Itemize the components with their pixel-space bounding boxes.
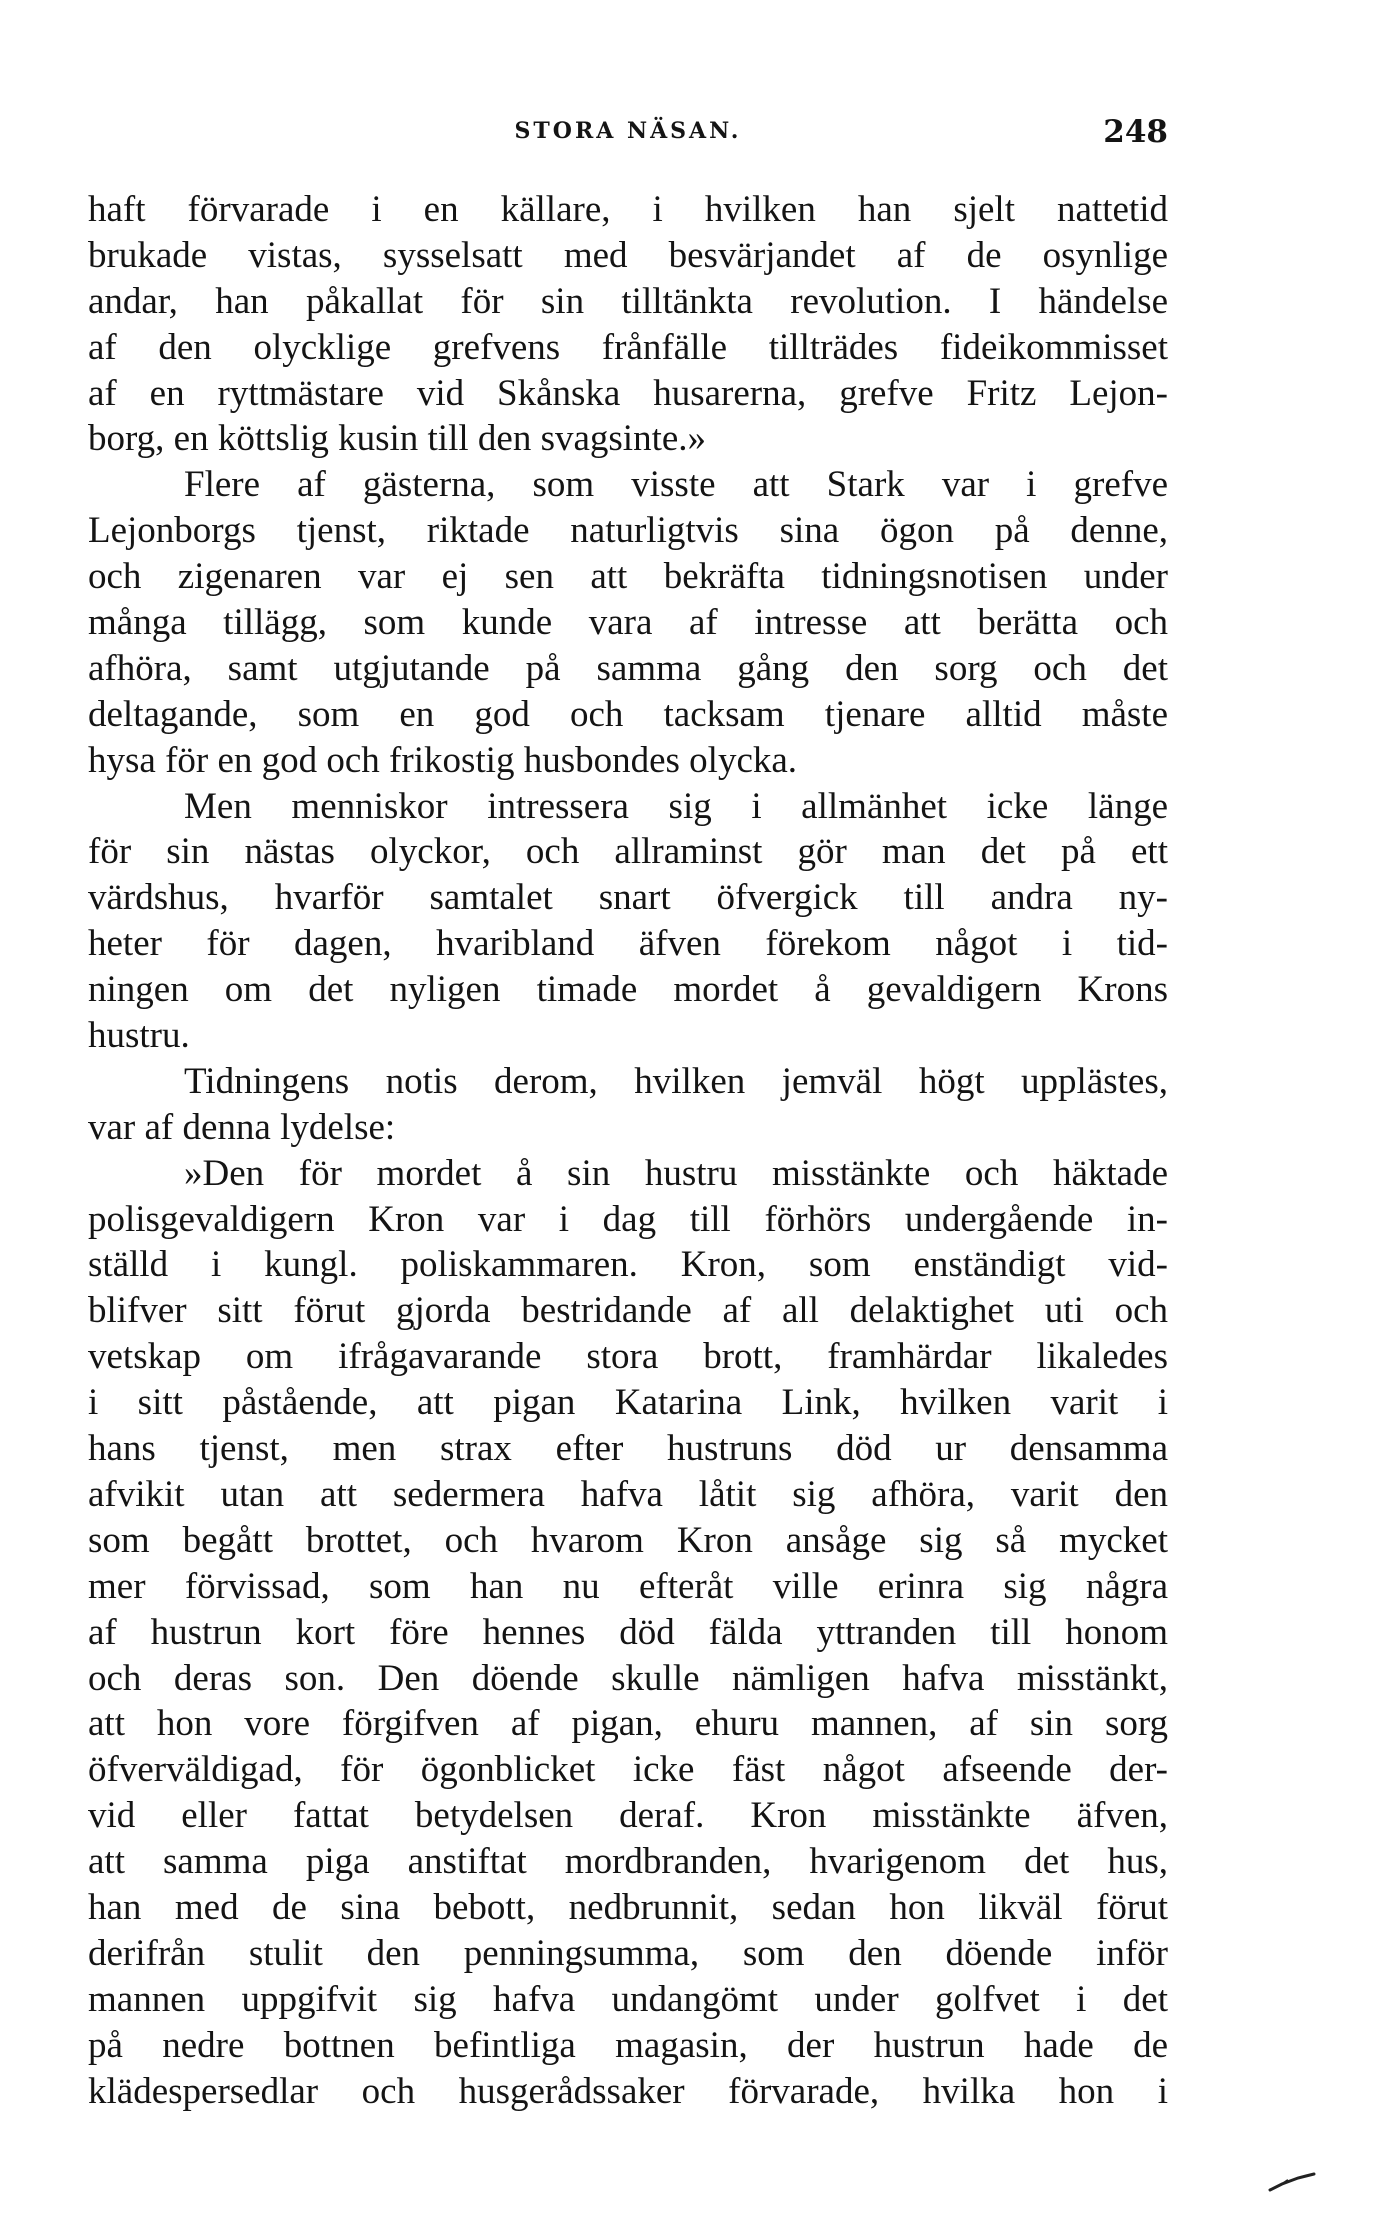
- text-line: och zigenaren var ej sen att bekräfta tidningsnotisen under: [88, 556, 1168, 598]
- text-line: och deras son. Den döende skulle nämligen hafva misstänkt,: [88, 1657, 1168, 1699]
- text-line: att samma piga anstiftat mordbranden, hvarigenom det hus,: [88, 1841, 1168, 1883]
- text-line: ningen om det nyligen timade mordet å gevaldigern Krons: [88, 969, 1168, 1011]
- text-line: andar, han påkallat för sin tilltänkta revolution. I händelse: [88, 280, 1168, 322]
- text-line: Flere af gästerna, som visste att Stark var i grefve: [184, 464, 1168, 506]
- text-line: för sin nästas olyckor, och allraminst gör man det på ett: [88, 831, 1168, 873]
- text-line: haft förvarade i en källare, i hvilken han sjelt nattetid: [88, 189, 1168, 230]
- text-line: Men menniskor intressera sig i allmänhet icke länge: [184, 785, 1168, 827]
- text-line: mer förvissad, som han nu efteråt ville erinra sig några: [88, 1565, 1168, 1607]
- text-line: många tillägg, som kunde vara af intresse att berätta och: [88, 602, 1168, 644]
- text-line: deltagande, som en god och tacksam tjenare alltid måste: [88, 693, 1168, 735]
- text-line: af en ryttmästare vid Skånska husarerna, grefve Fritz Lejon-: [88, 372, 1168, 414]
- text-line: derifrån stulit den penningsumma, som den döende inför: [88, 1932, 1168, 1974]
- text-line: blifver sitt förut gjorda bestridande af all delaktighet uti och: [88, 1290, 1168, 1332]
- text-line: vetskap om ifrågavarande stora brott, framhärdar likaledes: [88, 1336, 1168, 1378]
- text-line: ställd i kungl. poliskammaren. Kron, som enständigt vid-: [88, 1244, 1168, 1286]
- text-line: klädespersedlar och husgerådssaker förvarade, hvilka hon i: [88, 2070, 1168, 2112]
- text-line: »Den för mordet å sin hustru misstänkte och häktade: [184, 1152, 1168, 1194]
- body-text: [88, 187, 1168, 2114]
- text-line: som begått brottet, och hvarom Kron ansåge sig så mycket: [88, 1519, 1168, 1561]
- text-line: mannen uppgifvit sig hafva undangömt under golfvet i det: [88, 1978, 1168, 2020]
- text-line: i sitt påstående, att pigan Katarina Link, hvilken varit i: [88, 1382, 1168, 1424]
- ink-smudge: [1268, 2172, 1318, 2192]
- text-line: Tidningens notis derom, hvilken jemväl högt upplästes,: [184, 1060, 1168, 1102]
- text-line: hans tjenst, men strax efter hustruns död ur densamma: [88, 1428, 1168, 1470]
- text-line: afvikit utan att sedermera hafva låtit sig afhöra, varit den: [88, 1473, 1168, 1515]
- text-line: hustru.: [88, 1015, 190, 1057]
- text-line: var af denna lydelse:: [88, 1106, 396, 1148]
- page-number: 248: [1103, 114, 1168, 150]
- text-line: brukade vistas, sysselsatt med besvärjandet af de osynlige: [88, 234, 1168, 276]
- text-line: han med de sina bebott, nedbrunnit, sedan hon likväl förut: [88, 1886, 1168, 1928]
- text-line: polisgevaldigern Kron var i dag till förhörs undergående in-: [88, 1198, 1168, 1240]
- text-line: borg, en köttslig kusin till den svagsinte.»: [88, 418, 707, 460]
- running-title: STORA NÄSAN.: [514, 118, 742, 144]
- text-line: öfverväldigad, för ögonblicket icke fäst något afseende der-: [88, 1749, 1168, 1791]
- text-line: afhöra, samt utgjutande på samma gång den sorg och det: [88, 647, 1168, 689]
- text-line: värdshus, hvarför samtalet snart öfvergick till andra ny-: [88, 877, 1168, 919]
- text-line: af den olycklige grefvens frånfälle tillträdes fideikommisset: [88, 326, 1168, 368]
- text-line: på nedre bottnen befintliga magasin, der hustrun hade de: [88, 2024, 1168, 2066]
- text-line: att hon vore förgifven af pigan, ehuru mannen, af sin sorg: [88, 1703, 1168, 1745]
- running-head: [88, 114, 1168, 158]
- text-line: vid eller fattat betydelsen deraf. Kron misstänkte äfven,: [88, 1795, 1168, 1837]
- text-line: heter för dagen, hvaribland äfven förekom något i tid-: [88, 923, 1168, 965]
- text-line: Lejonborgs tjenst, riktade naturligtvis sina ögon på denne,: [88, 510, 1168, 552]
- text-line: af hustrun kort före hennes död fälda yttranden till honom: [88, 1611, 1168, 1653]
- text-line: hysa för en god och frikostig husbondes olycka.: [88, 739, 798, 781]
